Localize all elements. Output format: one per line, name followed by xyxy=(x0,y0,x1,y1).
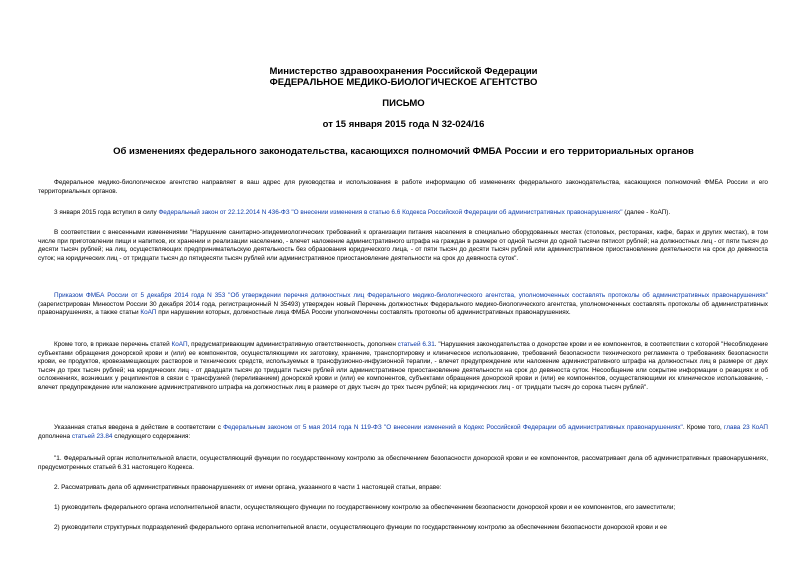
paragraph-article-2384-part1: "1. Федеральный орган исполнительной власти, осуществляющий функции по государственному контролю за обеспечением безопасности донорской крови и ее компонентов, рассматривает дела об административных правонарушениях, предусмотренных статьей 6.31 настоящего Кодекса. xyxy=(38,455,768,471)
paragraph-article-631: Кроме того, в приказе перечень статей КоАП, предусматривающим административную ответственность, дополнен статьей 6.31. "Нарушения законодательства о донорстве крови и ее компонентов, в соответствии с которой "Несоблюдение субъектами обращения донорской крови и (или) ее компонентов, осуществляющими их заготовку, хранение, транспортировку и клиническое использование, требований безопасности технического регламента о требованиях безопасности крови, ее продуктов, кровезамещающих растворов и технических средств, используемых в трансфузионно-инфузионной терапии, - влечет предупреждение или наложение административного штрафа на должностных лиц в размере от двух тысяч до трех тысяч рублей; на юридических лиц - от двадцати тысяч до тридцати тысяч рублей или административное приостановление деятельности на срок до девяноста суток. Несообщение или сокрытие информации о реакциях и об осложнениях, возникших у реципиентов в связи с трансфузией (переливанием) донорской крови и (или) ее компонентов, субъектами обращения донорской крови и (или) ее компонентов, осуществляющими их клиническое использование, - влечет предупреждение или наложение административного штрафа на должностных лиц в размере от двух тысяч до трех тысяч рублей; на юридических лиц - от тридцати тысяч до сорока тысяч рублей". xyxy=(38,341,769,391)
document-date-number: от 15 января 2015 года N 32-024/16 xyxy=(322,119,485,130)
paragraph-amendments: В соответствии с внесенными изменениями "Нарушение санитарно-эпидемиологических требований к организации питания населения в специально оборудованных местах (столовых, ресторанах, кафе, барах и других местах), в том числе при приготовлении пищи и напитков, их хранении и реализации населению, - влечет наложение административного штрафа на граждан в размере от одной тысячи до одной тысячи пятисот рублей; на должностных лиц - от пяти тысяч до десяти тысяч рублей; на лиц, осуществляющих предпринимательскую деятельность без образования юридического лица, - от пяти тысяч до десяти тысяч рублей или административное приостановление деятельности на срок до девяноста суток; на юридических лиц - от тридцати тысяч до пятидесяти тысяч рублей или административное приостановление деятельности на срок до девяноста суток". xyxy=(38,229,768,262)
paragraph-law-119: Указанная статья введена в действие в соответствии с Федеральным законом от 5 мая 2014 года N 119-ФЗ "О внесении изменений в Кодекс Российской Федерации об административных правонарушениях". Кроме того, глава 23 КоАП дополнена статьей 23.84 следующего содержания: xyxy=(38,424,769,440)
paragraph-item-1: 1) руководитель федерального органа исполнительной власти, осуществляющего функции по государственному контролю за обеспечением безопасности донорской крови и ее компонентов, его заместители; xyxy=(54,504,676,511)
koap-link[interactable]: КоАП xyxy=(140,309,157,317)
article-2384-link[interactable]: статьей 23.84 xyxy=(71,432,113,440)
document-subject: Об изменениях федерального законодательства, касающихся полномочий ФМБА России и его территориальных органов xyxy=(113,146,694,157)
article-631-link[interactable]: статьей 6.31 xyxy=(397,341,435,348)
paragraph-law-436: 3 января 2015 года вступил в силу Федеральный закон от 22.12.2014 N 436-ФЗ "О внесении изменения в статью 6.6 Кодекса Российской Федерации об административных правонарушениях" (далее - КоАП). xyxy=(54,209,671,216)
law-436-link[interactable]: Федеральный закон от 22.12.2014 N 436-ФЗ "О внесении изменения в статью 6.6 Кодекса Российской Федерации об административных правонарушениях" xyxy=(158,209,623,216)
paragraph-order-353: Приказом ФМБА России от 5 декабря 2014 года N 353 "Об утверждении перечня должностных лиц Федерального медико-биологического агентства, уполномоченных составлять протоколы об административных правонарушениях" (зарегистрирован Минюстом России 30 декабря 2014 года, регистрационный N 35493) утвержден новый Перечень должностных Федерального медико-биологического агентства, уполномоченных составлять протоколы об административных правонарушениях, а также статьи КоАП при нарушении которых, должностные лица ФМБА России уполномочены составлять протоколы об административных правонарушениях. xyxy=(38,292,768,317)
document-type: ПИСЬМО xyxy=(382,98,425,109)
agency-title: ФЕДЕРАЛЬНОЕ МЕДИКО-БИОЛОГИЧЕСКОЕ АГЕНТСТВО xyxy=(269,77,538,88)
paragraph-intro: Федеральное медико-биологическое агентство направляет в ваш адрес для руководства и использования в работе информацию об изменениях федерального законодательства, касающихся полномочий ФМБА России и его территориальных органов. xyxy=(38,179,768,195)
chapter-23-link[interactable]: глава 23 КоАП xyxy=(724,424,769,431)
law-119-link[interactable]: Федеральным законом от 5 мая 2014 года N 119-ФЗ "О внесении изменений в Кодекс Российской Федерации об административных правонарушениях" xyxy=(223,424,683,431)
ministry-title: Министерство здравоохранения Российской Федерации xyxy=(269,66,538,77)
order-353-link[interactable]: Приказом ФМБА России от 5 декабря 2014 года N 353 "Об утверждении перечня должностных лиц Федерального медико-биологического агентства, уполномоченных составлять протоколы об административных правонарушениях" xyxy=(54,292,768,299)
koap-link-2[interactable]: КоАП xyxy=(171,341,188,348)
paragraph-item-2: 2) руководители структурных подразделений федерального органа исполнительной власти, осуществляющего функции по государственному контролю за обеспечением безопасности донорской крови и ее xyxy=(54,524,668,531)
paragraph-article-2384-part2: 2. Рассматривать дела об административных правонарушениях от имени органа, указанного в части 1 настоящей статьи, вправе: xyxy=(54,484,442,491)
